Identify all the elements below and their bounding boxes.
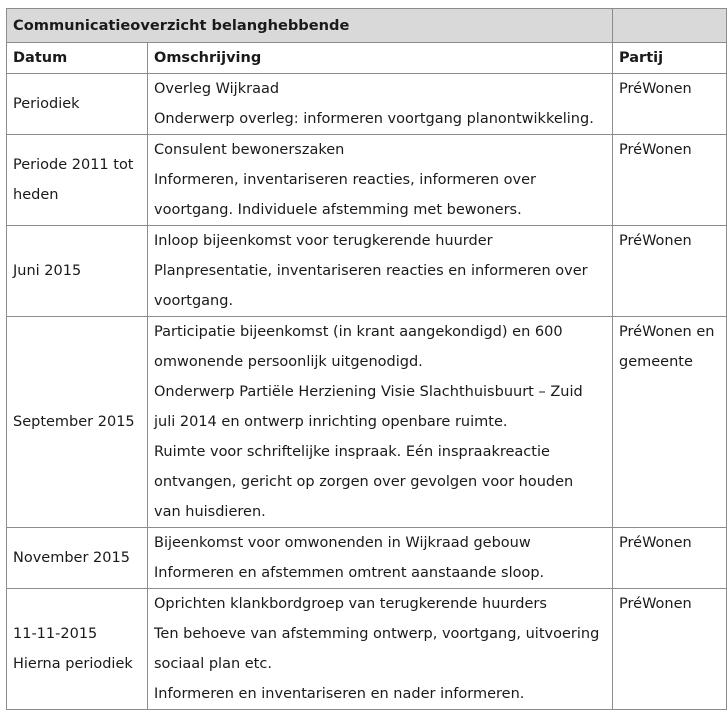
- datum-cell: [7, 589, 148, 710]
- omschrijving-line: Informeren, inventariseren reacties, informeren over: [154, 172, 536, 188]
- table-row: [7, 528, 727, 589]
- datum-line: Periodiek: [13, 96, 80, 112]
- communication-table: [6, 8, 727, 710]
- datum-line: 11-11-2015: [13, 626, 98, 642]
- omschrijving-line: Onderwerp overleg: informeren voortgang planontwikkeling.: [154, 111, 594, 127]
- partij-cell: [613, 317, 727, 528]
- partij-cell: [613, 135, 727, 226]
- omschrijving-cell: [148, 317, 613, 528]
- table-row: [7, 135, 727, 226]
- header-row: [7, 43, 727, 74]
- table-title: Communicatieoverzicht belanghebbende: [7, 9, 613, 43]
- datum-cell: [7, 135, 148, 226]
- table-row: [7, 74, 727, 135]
- header-datum: Datum: [7, 43, 148, 74]
- datum-line: September 2015: [13, 414, 135, 430]
- omschrijving-line: Planpresentatie, inventariseren reacties en informeren over: [154, 263, 588, 279]
- partij-line: PréWonen: [619, 142, 692, 158]
- partij-line: gemeente: [619, 354, 693, 370]
- omschrijving-line: Inloop bijeenkomst voor terugkerende huurder: [154, 233, 493, 249]
- omschrijving-line: sociaal plan etc.: [154, 656, 272, 672]
- omschrijving-line: Bijeenkomst voor omwonenden in Wijkraad gebouw: [154, 535, 531, 551]
- table-row: [7, 226, 727, 317]
- header-partij: Partij: [613, 43, 727, 74]
- omschrijving-line: Ruimte voor schriftelijke inspraak. Eén inspraakreactie: [154, 444, 550, 460]
- omschrijving-line: voortgang. Individuele afstemming met bewoners.: [154, 202, 522, 218]
- datum-cell: [7, 317, 148, 528]
- table-row: [7, 589, 727, 710]
- partij-line: PréWonen: [619, 596, 692, 612]
- omschrijving-cell: [148, 226, 613, 317]
- omschrijving-line: Onderwerp Partiële Herziening Visie Slachthuisbuurt – Zuid: [154, 384, 583, 400]
- omschrijving-line: juli 2014 en ontwerp inrichting openbare ruimte.: [154, 414, 508, 430]
- omschrijving-cell: [148, 135, 613, 226]
- table-row: [7, 317, 727, 528]
- partij-cell: [613, 226, 727, 317]
- datum-line: November 2015: [13, 550, 130, 566]
- omschrijving-cell: [148, 74, 613, 135]
- omschrijving-line: Ten behoeve van afstemming ontwerp, voortgang, uitvoering: [154, 626, 600, 642]
- omschrijving-line: Oprichten klankbordgroep van terugkerende huurders: [154, 596, 547, 612]
- datum-line: heden: [13, 187, 59, 203]
- table-title-row: [7, 9, 727, 43]
- header-omschrijving: Omschrijving: [148, 43, 613, 74]
- partij-cell: [613, 74, 727, 135]
- partij-line: PréWonen: [619, 233, 692, 249]
- partij-line: PréWonen: [619, 535, 692, 551]
- datum-line: Hierna periodiek: [13, 656, 133, 672]
- datum-line: Juni 2015: [13, 263, 82, 279]
- partij-cell: [613, 528, 727, 589]
- datum-cell: [7, 528, 148, 589]
- omschrijving-line: ontvangen, gericht op zorgen over gevolgen voor houden: [154, 474, 574, 490]
- omschrijving-line: van huisdieren.: [154, 504, 266, 520]
- partij-line: PréWonen en: [619, 324, 715, 340]
- omschrijving-line: Overleg Wijkraad: [154, 81, 280, 97]
- datum-cell: [7, 74, 148, 135]
- omschrijving-cell: [148, 528, 613, 589]
- title-empty-cell: [613, 9, 727, 43]
- omschrijving-line: Participatie bijeenkomst (in krant aangekondigd) en 600: [154, 324, 563, 340]
- omschrijving-line: Consulent bewonerszaken: [154, 142, 345, 158]
- omschrijving-line: omwonende persoonlijk uitgenodigd.: [154, 354, 423, 370]
- datum-cell: [7, 226, 148, 317]
- partij-cell: [613, 589, 727, 710]
- partij-line: PréWonen: [619, 81, 692, 97]
- datum-line: Periode 2011 tot: [13, 157, 134, 173]
- omschrijving-line: voortgang.: [154, 293, 234, 309]
- omschrijving-line: Informeren en inventariseren en nader informeren.: [154, 686, 525, 702]
- omschrijving-cell: [148, 589, 613, 710]
- omschrijving-line: Informeren en afstemmen omtrent aanstaande sloop.: [154, 565, 545, 581]
